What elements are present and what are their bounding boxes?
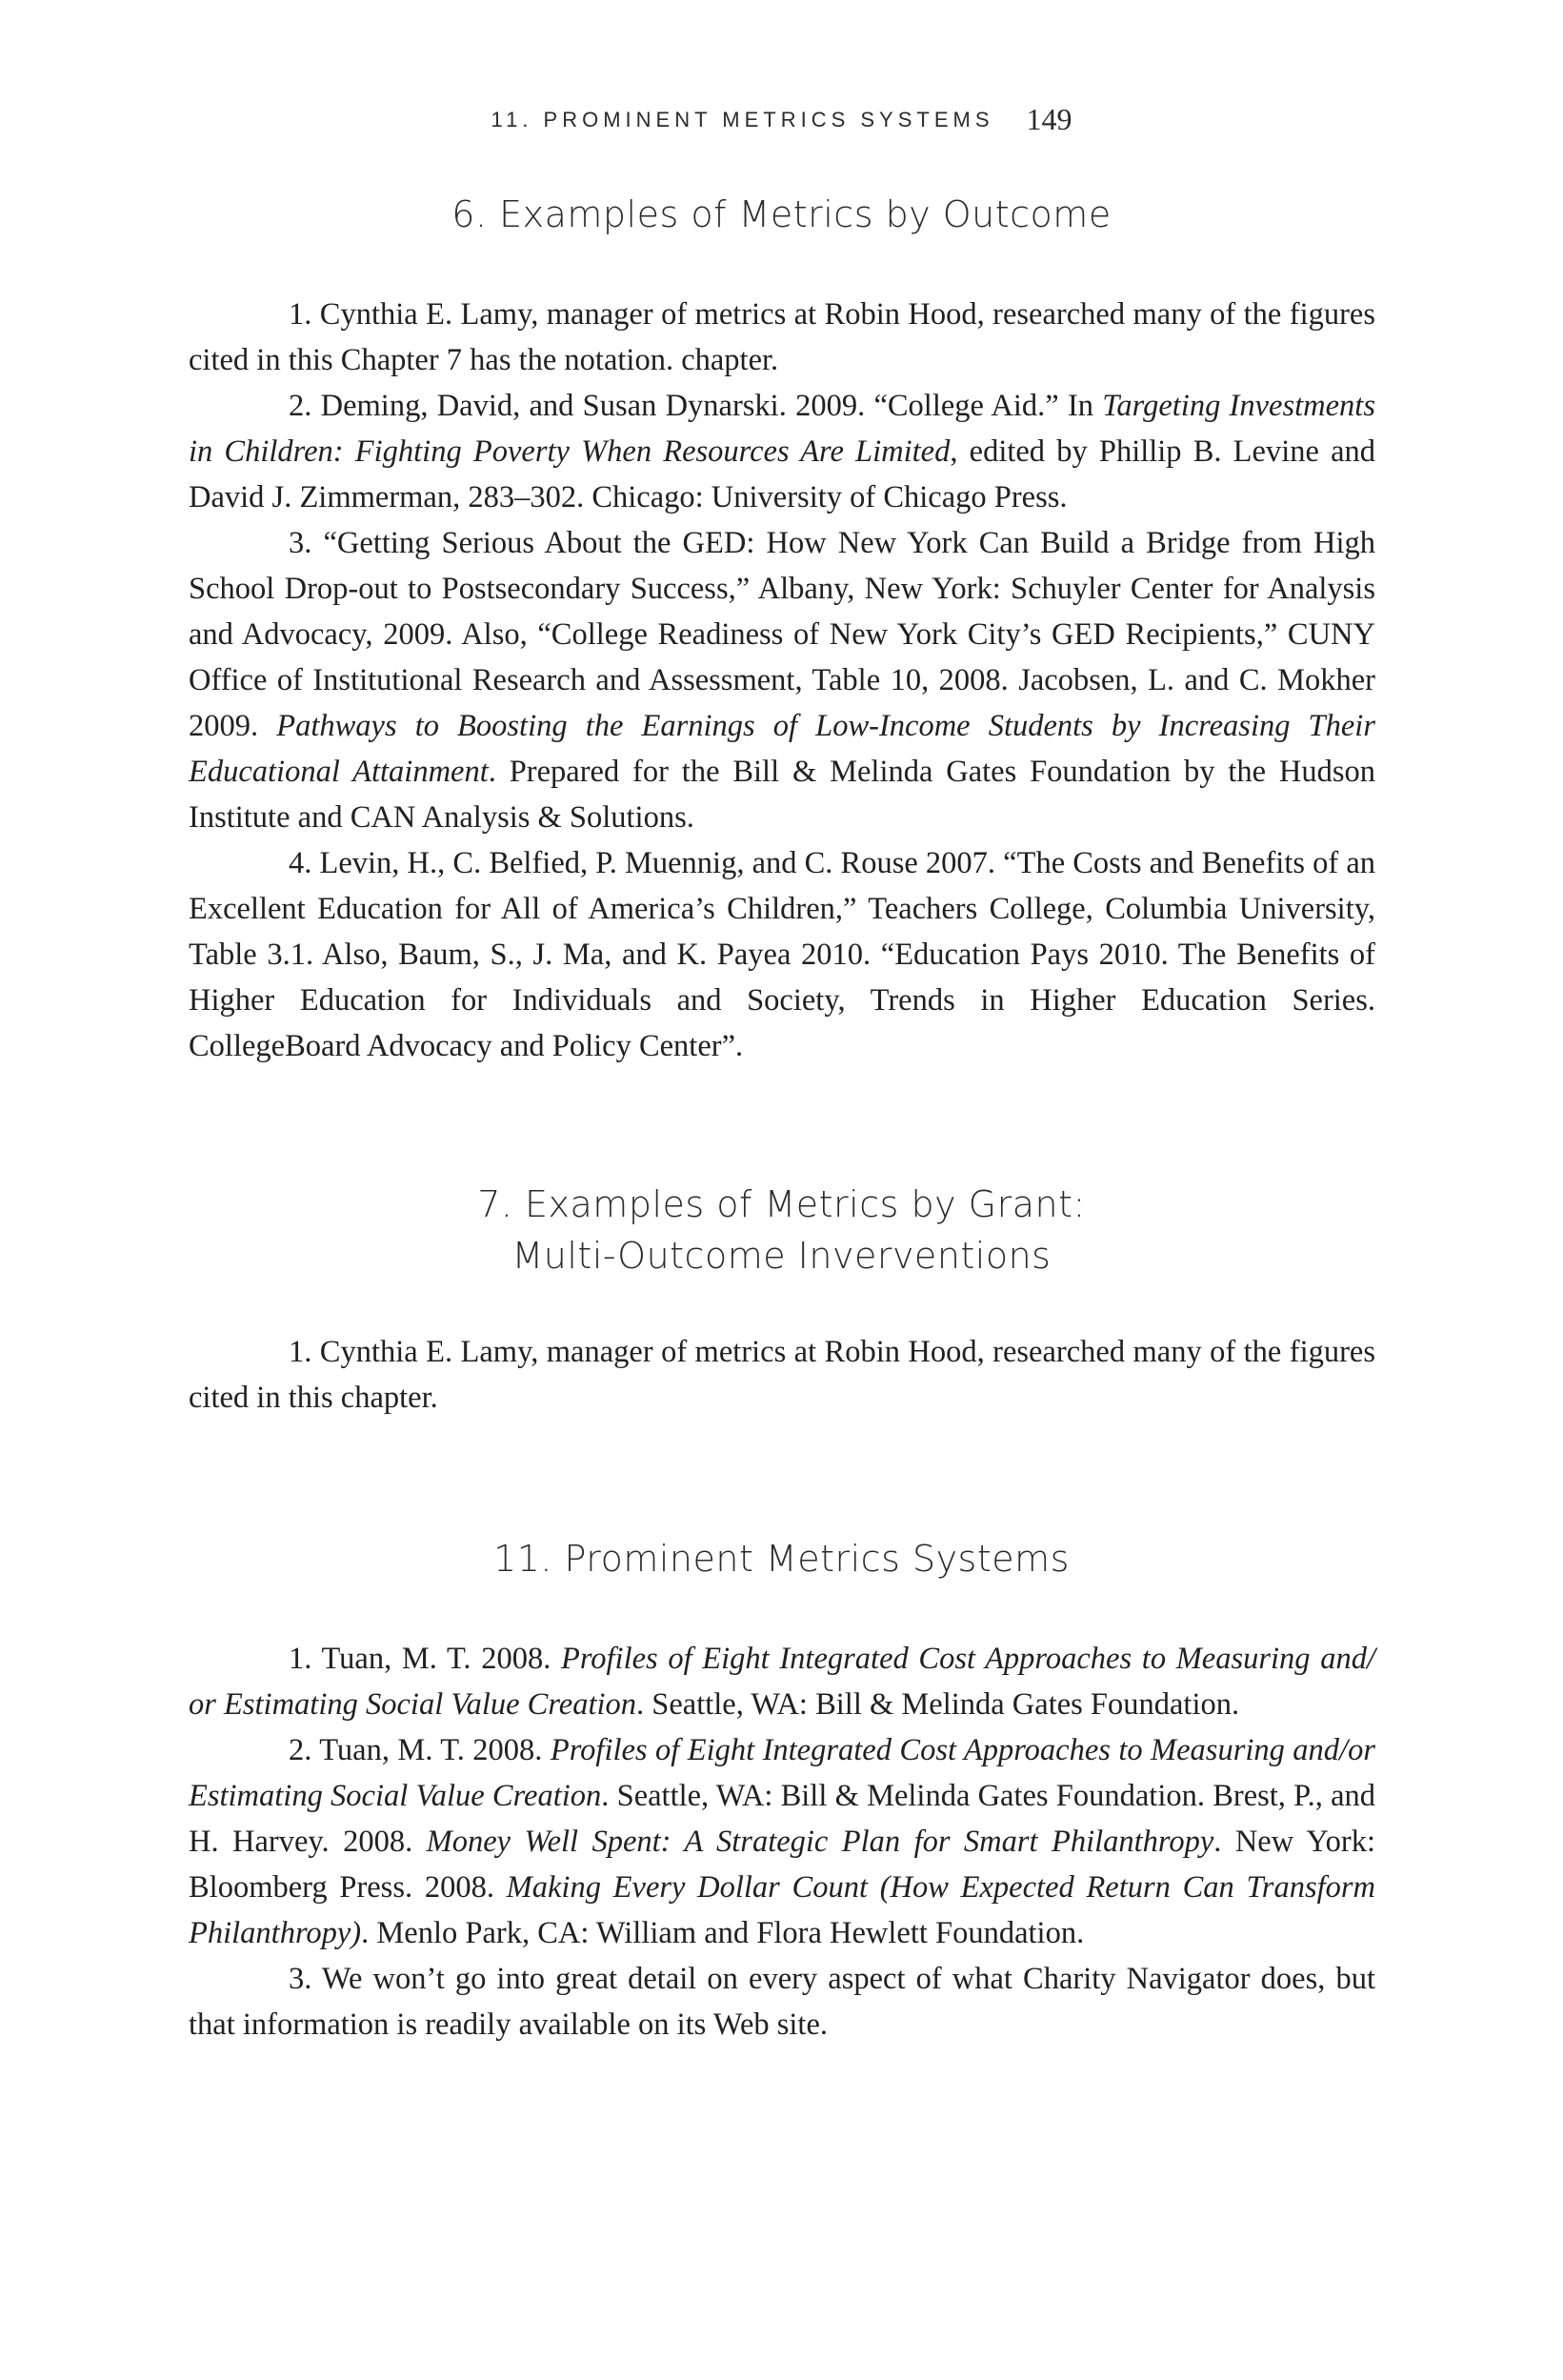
section-heading-line: 7. Examples of Metrics by Grant: xyxy=(477,1183,1086,1225)
notes-section-6 xyxy=(189,292,1375,1069)
section-heading-line: 6. Examples of Metrics by Outcome xyxy=(451,193,1112,235)
section-heading-11 xyxy=(0,1533,1563,1584)
endnote-italic-title: Pathways to Boosting the Earnings of Low-Income Students by Increasing Their Educational Attainment xyxy=(189,709,1375,789)
endnote-text: , edited by Phillip B. Levine and David J. Zimmerman, 283–302. Chicago: University of Chicago Press. xyxy=(189,434,1375,514)
section-heading-line: 11. Prominent Metrics Systems xyxy=(493,1538,1070,1580)
endnote xyxy=(189,520,1375,840)
endnote-text: 3. We won’t go into great detail on every aspect of what Charity Navigator does, but that information is readily available on its Web site. xyxy=(189,1962,1375,2042)
endnote xyxy=(189,1727,1375,1956)
endnote xyxy=(189,292,1375,383)
endnote-text: . New York: Bloomberg Press. 2008. xyxy=(189,1825,1375,1905)
endnote xyxy=(189,1956,1375,2047)
page-number: 149 xyxy=(1026,102,1072,136)
endnote-italic-title: Targeting Investments in Children: Fighting Poverty When Resources Are Limited xyxy=(189,389,1375,469)
notes-section-11 xyxy=(189,1636,1375,2047)
endnote-text: 4. Levin, H., C. Belfied, P. Muennig, and C. Rouse 2007. “The Costs and Benefits of an Excellent Education for All of America’s Children,” Teachers College, Columbia University, Table 3.1. Also, Baum, S., J. Ma, and K. Payea 2010. “Education Pays 2010. The Benefits of Higher Education for Individuals and Society, Trends in Higher Education Series. CollegeBoard Advocacy and Policy Center”. xyxy=(189,846,1375,1063)
endnote-text: . Seattle, WA: Bill & Melinda Gates Foundation. Brest, P., and H. Harvey. 2008. xyxy=(189,1779,1375,1859)
notes-section-7 xyxy=(189,1329,1375,1421)
running-head xyxy=(0,99,1563,134)
running-head-title: 11. PROMINENT METRICS SYSTEMS xyxy=(491,108,994,131)
endnote xyxy=(189,1636,1375,1727)
endnote-italic-title: Profiles of Eight Integrated Cost Approaches to Measuring and/or Estimating Social Value Creation xyxy=(189,1733,1375,1813)
endnote-text: . Seattle, WA: Bill & Melinda Gates Foundation. xyxy=(636,1687,1240,1722)
endnote-text: 2. Tuan, M. T. 2008. xyxy=(289,1733,551,1767)
endnote-text: 1. Cynthia E. Lamy, manager of metrics at Robin Hood, researched many of the figures cited in this Chapter 7 has the notation. chapter. xyxy=(189,297,1375,377)
section-heading-7 xyxy=(0,1179,1563,1281)
section-heading-line: Multi-Outcome Inverventions xyxy=(511,1235,1052,1277)
endnote-text: . Prepared for the Bill & Melinda Gates Foundation by the Hudson Institute and CAN Analysis & Solutions. xyxy=(189,755,1375,835)
endnote-text: 2. Deming, David, and Susan Dynarski. 2009. “College Aid.” In xyxy=(289,389,1103,423)
endnote-text: . Menlo Park, CA: William and Flora Hewlett Foundation. xyxy=(361,1916,1085,1950)
endnote-text: 1. Tuan, M. T. 2008. xyxy=(289,1642,561,1676)
endnote-text: 1. Cynthia E. Lamy, manager of metrics at Robin Hood, researched many of the figures cited in this chapter. xyxy=(189,1335,1375,1415)
endnote-italic-title: Making Every Dollar Count (How Expected Return Can Transform Philanthropy) xyxy=(189,1870,1375,1950)
endnote-text: 3. “Getting Serious About the GED: How New York Can Build a Bridge from High School Drop-out to Postsecondary Success,” Albany, New York: Schuyler Center for Analysis and Advocacy, 2009. Also, “College Readiness of New York City’s GED Recipients,” CUNY Office of Institutional Research and Assessment, Table 10, 2008. Jacobsen, L. and C. Mokher 2009. xyxy=(189,526,1375,743)
endnote xyxy=(189,383,1375,520)
endnote xyxy=(189,1329,1375,1421)
endnote xyxy=(189,840,1375,1069)
endnote-italic-title: Profiles of Eight Integrated Cost Approaches to Measuring and/ or Estimating Social Value Creation xyxy=(189,1642,1375,1722)
section-heading-6 xyxy=(0,189,1563,240)
endnote-italic-title: Money Well Spent: A Strategic Plan for Smart Philanthropy xyxy=(426,1825,1214,1859)
